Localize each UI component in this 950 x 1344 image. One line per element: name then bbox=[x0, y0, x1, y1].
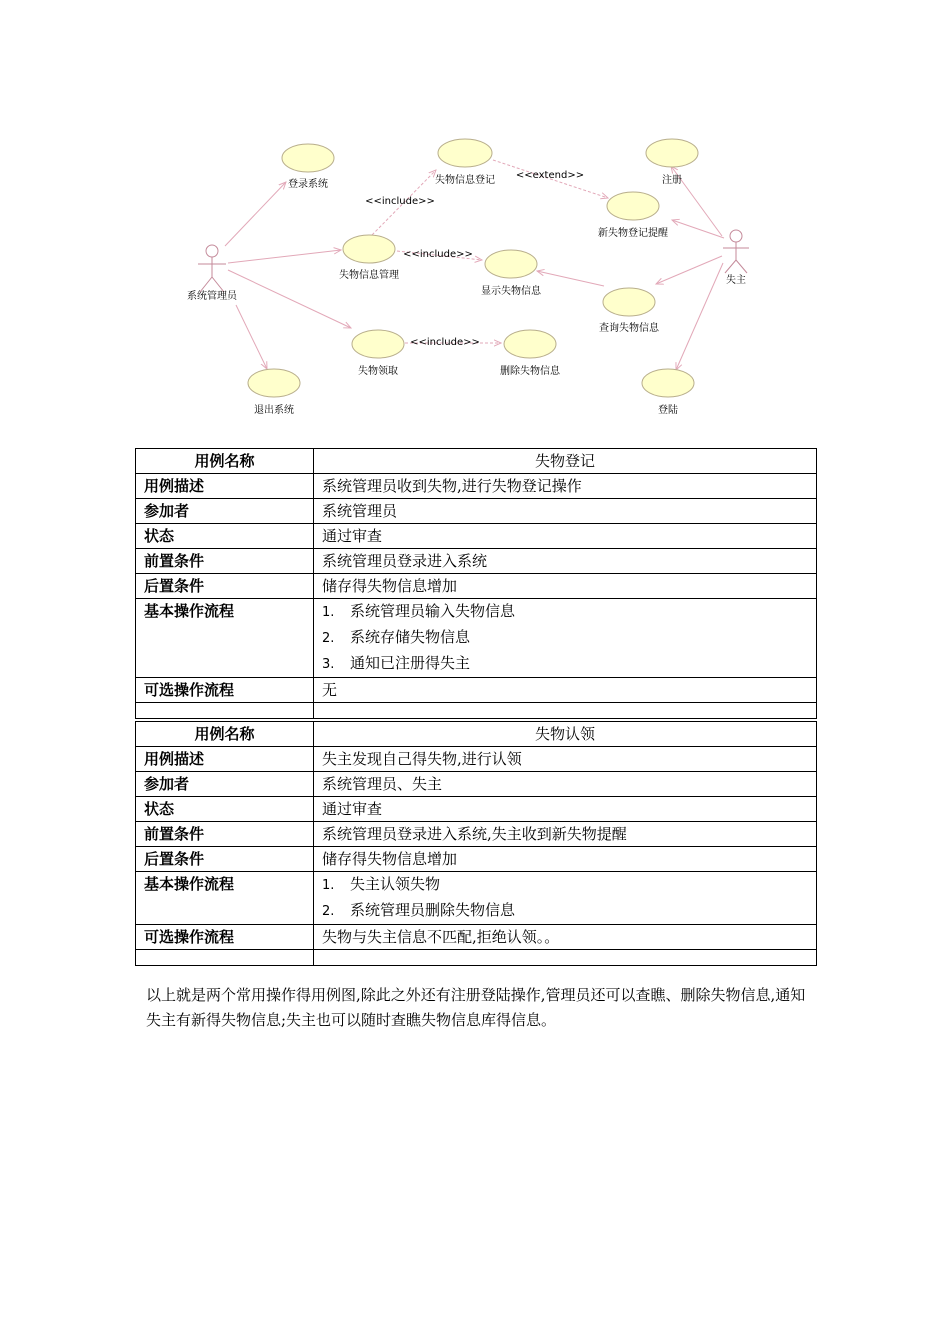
usecase-login-label: 登陆 bbox=[658, 405, 678, 416]
stereotype-include-2: <<include>> bbox=[403, 249, 473, 260]
row-key: 后置条件 bbox=[136, 847, 314, 872]
actor-admin bbox=[198, 245, 226, 292]
assoc-owner-query bbox=[656, 256, 722, 284]
summary-paragraph: 以上就是两个常用操作得用例图,除此之外还有注册登陆操作,管理员还可以查瞧、删除失物信息,通知失主有新得失物信息;失主也可以随时查瞧失物信息库得信息。 bbox=[146, 986, 806, 1029]
assoc-owner-login bbox=[676, 263, 723, 370]
step-text: 系统管理员删除失物信息 bbox=[350, 901, 516, 919]
row-key: 用例描述 bbox=[136, 747, 314, 772]
table-row bbox=[136, 574, 817, 599]
table-row bbox=[136, 678, 817, 703]
table-row bbox=[136, 925, 817, 950]
use-case-diagram bbox=[150, 120, 770, 430]
empty-cell bbox=[314, 950, 817, 966]
usecase-claim bbox=[352, 330, 404, 358]
flow-step bbox=[322, 625, 808, 651]
optional-label: 可选操作流程 bbox=[136, 925, 314, 950]
usecase-login-system-label: 登录系统 bbox=[288, 179, 328, 190]
step-number: 2. bbox=[322, 904, 335, 919]
usecase-register bbox=[646, 139, 698, 167]
row-value: 系统管理员收到失物,进行失物登记操作 bbox=[314, 474, 817, 499]
row-key: 前置条件 bbox=[136, 822, 314, 847]
usecase-logout-label: 退出系统 bbox=[254, 405, 294, 416]
empty-cell bbox=[136, 703, 314, 719]
row-value: 通过审查 bbox=[314, 524, 817, 549]
usecase-lost-manage bbox=[343, 235, 395, 263]
flow-step bbox=[322, 599, 808, 625]
row-value: 失物登记 bbox=[314, 449, 817, 474]
step-text: 系统存储失物信息 bbox=[350, 628, 471, 646]
table-row bbox=[136, 722, 817, 747]
table-row-empty bbox=[136, 703, 817, 719]
assoc-owner-reminder bbox=[672, 220, 724, 238]
row-key: 用例名称 bbox=[136, 722, 314, 747]
row-value: 系统管理员、失主 bbox=[314, 772, 817, 797]
optional-value: 无 bbox=[314, 678, 817, 703]
use-case-table-claim bbox=[135, 721, 817, 966]
table-row bbox=[136, 822, 817, 847]
row-value: 系统管理员 bbox=[314, 499, 817, 524]
table-row-empty bbox=[136, 950, 817, 966]
usecase-query-info bbox=[603, 288, 655, 316]
actor-owner bbox=[723, 230, 749, 273]
step-number: 2. bbox=[322, 631, 335, 646]
flow-label: 基本操作流程 bbox=[136, 599, 314, 678]
table-row bbox=[136, 872, 817, 925]
empty-cell bbox=[136, 950, 314, 966]
usecase-new-reminder-label: 新失物登记提醒 bbox=[598, 228, 668, 239]
row-key: 后置条件 bbox=[136, 574, 314, 599]
assoc-admin-logout bbox=[236, 305, 267, 369]
usecase-register-label: 注册 bbox=[662, 175, 682, 186]
actor-owner-label: 失主 bbox=[726, 275, 746, 286]
flow-step bbox=[322, 651, 808, 677]
actor-admin-label: 系统管理员 bbox=[187, 291, 237, 302]
row-value: 失物认领 bbox=[314, 722, 817, 747]
usecase-lost-manage-label: 失物信息管理 bbox=[339, 270, 399, 281]
flow-step bbox=[322, 898, 808, 924]
row-key: 参加者 bbox=[136, 772, 314, 797]
flow-step bbox=[322, 872, 808, 898]
flow-steps bbox=[314, 599, 817, 678]
empty-cell bbox=[314, 703, 817, 719]
usecase-lost-register-label: 失物信息登记 bbox=[435, 175, 495, 186]
table-row bbox=[136, 797, 817, 822]
usecase-delete-info-label: 删除失物信息 bbox=[500, 366, 560, 377]
table-row bbox=[136, 499, 817, 524]
step-number: 1. bbox=[322, 605, 335, 620]
usecase-claim-label: 失物领取 bbox=[358, 366, 398, 377]
table-row bbox=[136, 524, 817, 549]
flow-steps bbox=[314, 872, 817, 925]
table-row bbox=[136, 449, 817, 474]
assoc-admin-manage bbox=[228, 250, 341, 263]
usecase-logout bbox=[248, 369, 300, 397]
optional-value: 失物与失主信息不匹配,拒绝认领。。 bbox=[314, 925, 817, 950]
usecase-login bbox=[642, 369, 694, 397]
row-value: 储存得失物信息增加 bbox=[314, 847, 817, 872]
table-row bbox=[136, 474, 817, 499]
table-row bbox=[136, 847, 817, 872]
usecase-login-system bbox=[282, 144, 334, 172]
row-key: 用例名称 bbox=[136, 449, 314, 474]
step-text: 系统管理员输入失物信息 bbox=[350, 602, 516, 620]
row-key: 状态 bbox=[136, 524, 314, 549]
usecase-new-reminder bbox=[607, 192, 659, 220]
usecase-query-info-label: 查询失物信息 bbox=[599, 323, 659, 334]
usecase-show-info-label: 显示失物信息 bbox=[481, 286, 541, 297]
assoc-admin-claim bbox=[228, 270, 351, 328]
step-number: 1. bbox=[322, 878, 335, 893]
usecase-show-info bbox=[485, 250, 537, 278]
row-key: 参加者 bbox=[136, 499, 314, 524]
use-case-table-register bbox=[135, 448, 817, 719]
table-row bbox=[136, 772, 817, 797]
table-row bbox=[136, 549, 817, 574]
step-number: 3. bbox=[322, 657, 335, 672]
row-value: 系统管理员登录进入系统 bbox=[314, 549, 817, 574]
table-row bbox=[136, 599, 817, 678]
row-value: 失主发现自己得失物,进行认领 bbox=[314, 747, 817, 772]
usecase-lost-register bbox=[438, 139, 492, 167]
row-value: 通过审查 bbox=[314, 797, 817, 822]
assoc-admin-login bbox=[225, 182, 286, 246]
stereotype-include-3: <<include>> bbox=[410, 337, 480, 348]
row-value: 储存得失物信息增加 bbox=[314, 574, 817, 599]
table-row bbox=[136, 747, 817, 772]
optional-label: 可选操作流程 bbox=[136, 678, 314, 703]
stereotype-extend: <<extend>> bbox=[515, 170, 585, 181]
row-key: 状态 bbox=[136, 797, 314, 822]
row-value: 系统管理员登录进入系统,失主收到新失物提醒 bbox=[314, 822, 817, 847]
flow-label: 基本操作流程 bbox=[136, 872, 314, 925]
usecase-delete-info bbox=[504, 330, 556, 358]
assoc-query-show bbox=[537, 271, 604, 286]
stereotype-include-1: <<include>> bbox=[365, 196, 435, 207]
step-text: 通知已注册得失主 bbox=[350, 654, 471, 672]
row-key: 用例描述 bbox=[136, 474, 314, 499]
row-key: 前置条件 bbox=[136, 549, 314, 574]
step-text: 失主认领失物 bbox=[350, 875, 441, 893]
